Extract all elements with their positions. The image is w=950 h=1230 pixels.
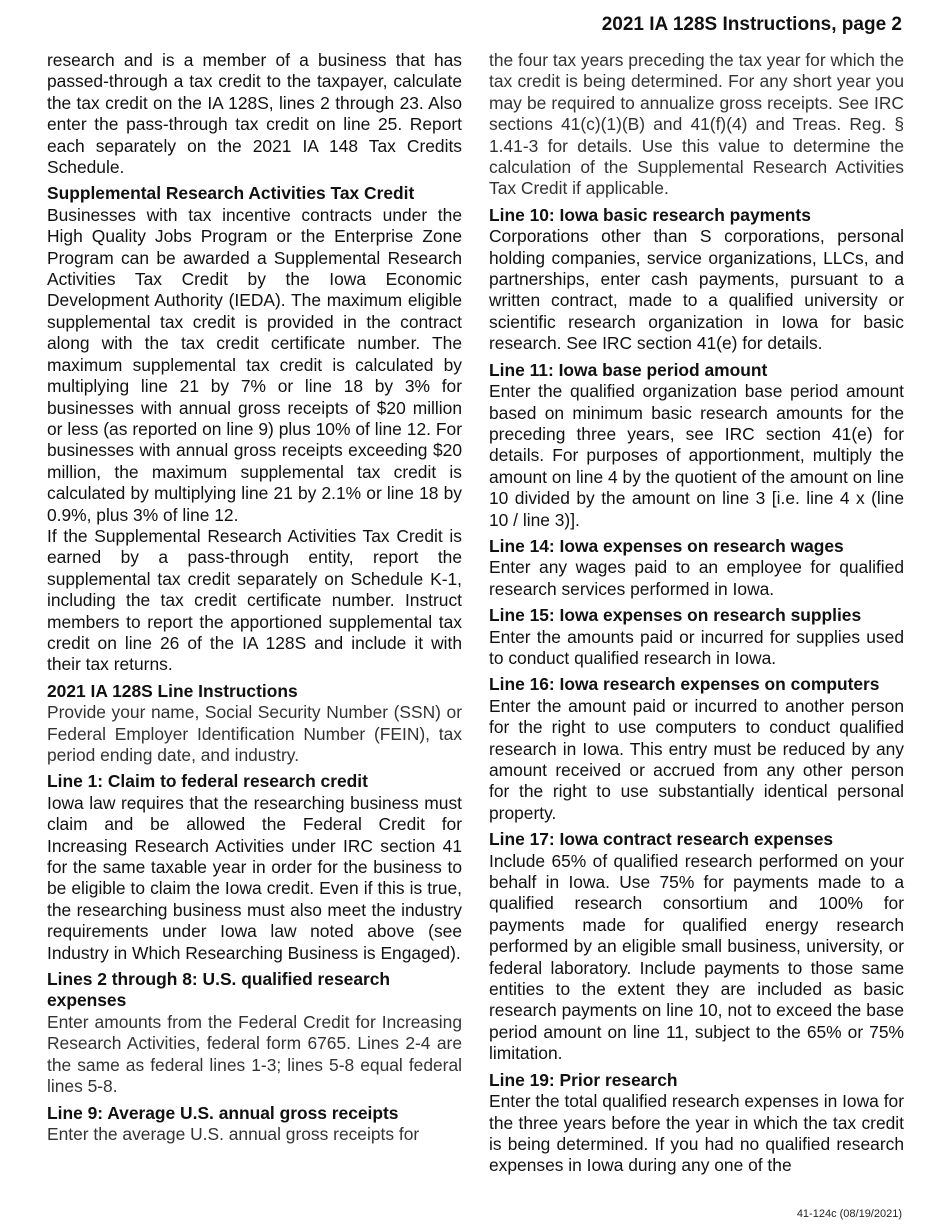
line16-heading: Line 16: Iowa research expenses on computers <box>489 674 880 695</box>
line16-body: Enter the amount paid or incurred to another person for the right to use computers to conduct qualified research in Iowa. This entry must be reduced by any amount received or accrued from any other person for the right to use substantially identical personal property. <box>489 695 904 823</box>
line11-heading: Line 11: Iowa base period amount <box>489 359 768 380</box>
left-column <box>47 50 462 1149</box>
supplemental-credit-paragraph-1: Businesses with tax incentive contracts under the High Quality Jobs Program or the Enterprise Zone Program can be awarded a Supplemental Research Activities Tax Credit by the Iowa Economic Development Authority (IEDA). The maximum eligible supplemental tax credit is provided in the contract along with the tax credit certificate number. The maximum supplemental tax credit is calculated by multiplying line 21 by 7% or line 18 by 3% for businesses with annual gross receipts of $20 million or less (as reported on line 9) plus 10% of line 12. For businesses with annual gross receipts exceeding $20 million, the maximum supplemental tax credit is calculated by multiplying line 21 by 2.1% or line 18 by 0.9%, plus 3% of line 12. <box>47 204 462 525</box>
line17-body: Include 65% of qualified research performed on your behalf in Iowa. Use 75% for payments made to a qualified research consortium and 100% for payments made for qualified energy research performed by an eligible small business, university, or federal laboratory. Include payments to those same entities to the extent they are included as basic research payments on line 10, not to exceed the base period amount on line 11, subject to the 65% or 75% limitation. <box>489 850 904 1064</box>
intro-paragraph: research and is a member of a business that has passed-through a tax credit to the taxpayer, calculate the tax credit on the IA 128S, lines 2 through 23. Also enter the pass-through tax credit on line 25. Report each separately on the 2021 IA 148 Tax Credits Schedule. <box>47 50 462 178</box>
right-column <box>489 50 904 1181</box>
line-instructions-heading: 2021 IA 128S Line Instructions <box>47 680 298 701</box>
line1-body: Iowa law requires that the researching business must claim and be allowed the Federal Credit for Increasing Research Activities under IRC section 41 for the same taxable year in order for the business to be eligible to claim the Iowa credit. Even if this is true, the researching business must also meet the industry requirements under Iowa law noted above (see Industry in Which Researching Business is Engaged). <box>47 792 462 963</box>
page-header-title: 2021 IA 128S Instructions, page 2 <box>601 14 902 35</box>
form-code-footer: 41-124c (08/19/2021) <box>796 1208 902 1220</box>
lines2-8-heading: Lines 2 through 8: U.S. qualified research expenses <box>47 969 391 1011</box>
supplemental-credit-paragraph-2: If the Supplemental Research Activities Tax Credit is earned by a pass-through entity, report the supplemental tax credit separately on Schedule K-1, including the tax credit certificate number. Instruct members to report the apportioned supplemental tax credit on line 26 of the IA 128S and include it with their tax returns. <box>47 525 462 675</box>
line11-body: Enter the qualified organization base period amount based on minimum basic research amounts for the preceding three years, see IRC section 41(e) for details. For purposes of apportionment, multiply the amount on line 4 by the quotient of the amount on line 10 divided by the amount on line 3 [i.e. line 4 x (line 10 / line 3)]. <box>489 381 904 530</box>
line17-heading: Line 17: Iowa contract research expenses <box>489 829 834 850</box>
line14-heading: Line 14: Iowa expenses on research wages <box>489 535 844 556</box>
line15-body: Enter the amounts paid or incurred for supplies used to conduct qualified research in Iowa. <box>489 626 904 668</box>
line14-body: Enter any wages paid to an employee for qualified research services performed in Iowa. <box>489 557 904 599</box>
line10-body: Corporations other than S corporations, personal holding companies, service organizations, LLCs, and partnerships, enter cash payments, pursuant to a written contract, made to a qualified university or scientific research organization in Iowa for basic research. See IRC section 41(e) for details. <box>489 226 904 354</box>
line19-body: Enter the total qualified research expenses in Iowa for the three years before the year in which the tax credit is being determined. If you had no qualified research expenses in Iowa during any one of the <box>489 1091 904 1176</box>
line9-continued: the four tax years preceding the tax year for which the tax credit is being determined. For any short year you may be required to annualize gross receipts. See IRC sections 41(c)(1)(B) and 41(f)(4) and Treas. Reg. § 1.41-3 for details. Use this value to determine the calculation of the Supplemental Research Activities Tax Credit if applicable. <box>489 50 904 199</box>
line9-heading: Line 9: Average U.S. annual gross receipts <box>47 1102 399 1123</box>
line-instructions-body: Provide your name, Social Security Number (SSN) or Federal Employer Identification Number (FEIN), tax period ending date, and industry. <box>47 702 462 765</box>
line9-body: Enter the average U.S. annual gross receipts for <box>47 1123 420 1144</box>
line19-heading: Line 19: Prior research <box>489 1069 678 1090</box>
lines2-8-body: Enter amounts from the Federal Credit for Increasing Research Activities, federal form 6765. Lines 2-4 are the same as federal lines 1-3; lines 5-8 equal federal lines 5-8. <box>47 1011 462 1097</box>
line10-heading: Line 10: Iowa basic research payments <box>489 204 811 225</box>
line15-heading: Line 15: Iowa expenses on research supplies <box>489 605 862 626</box>
line1-heading: Line 1: Claim to federal research credit <box>47 771 368 792</box>
supplemental-credit-heading: Supplemental Research Activities Tax Credit <box>47 183 415 204</box>
